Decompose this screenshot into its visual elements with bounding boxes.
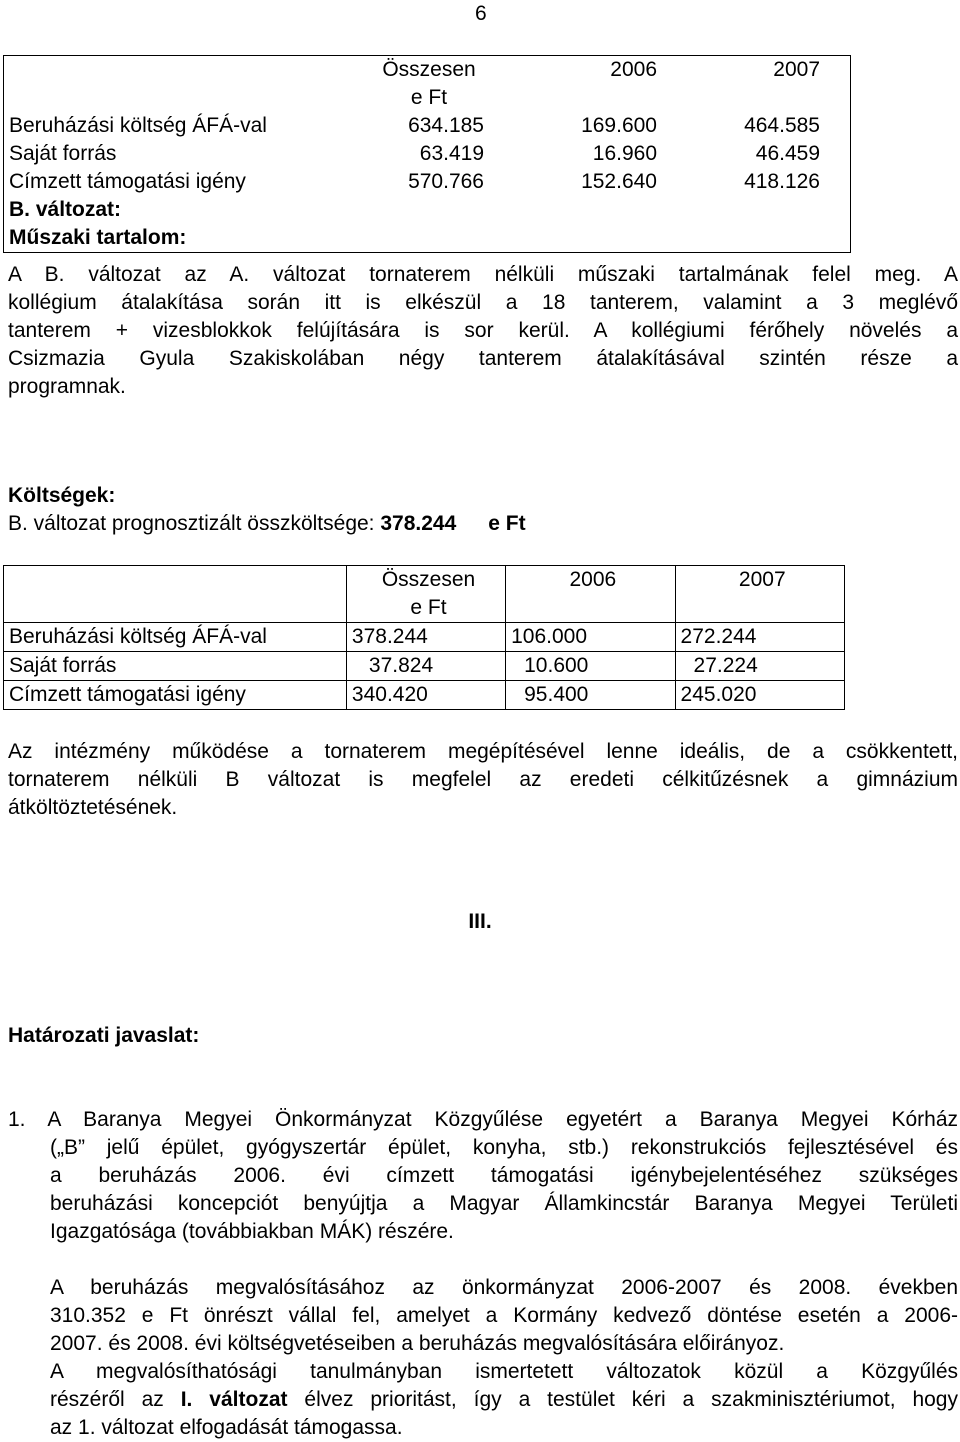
row-label: Saját forrás [9,142,117,165]
header-total-label: Összesen e Ft [381,568,476,619]
header-total [346,566,505,623]
text-line: Igazgatósága (továbbiakban MÁK) részére. [50,1220,454,1243]
header-2007: 2007 [773,58,820,81]
header-2006: 2006 [610,58,657,81]
text-fragment: élvez prioritást, így a testület kéri a szakminisztériumot, hogy [287,1388,958,1411]
row-label: Beruházási költség ÁFÁ-val [4,623,347,652]
text-line: 310.352 e Ft önrészt vállal fel, amelyet a Kormány kedvező döntése esetén a 2006- [50,1304,958,1327]
resolution-item-1 [8,1106,958,1134]
row-label: Saját forrás [4,652,347,681]
proposal-heading: Határozati javaslat: [8,1024,200,1047]
section-number: III. [468,910,492,933]
variant-i-label: I. változat [180,1388,288,1411]
text-line: 2007. és 2008. évi költségvetéseiben a beruházás megvalósítására előirányoz. [50,1332,785,1355]
resolution-item-1-body [50,1134,958,1246]
row-2007: 46.459 [755,142,820,165]
text-line: („B” jelű épület, gyógyszertár épület, konyha, stb.) rekonstrukciós fejlesztésével és [50,1136,958,1159]
costs-heading: Költségek: [8,484,116,507]
row-2006: 10.600 [506,652,675,681]
row-2007: 27.224 [675,652,844,681]
row-total: 378.244 [346,623,505,652]
table-row [4,652,845,681]
text-line: A B. változat az A. változat tornaterem nélküli műszaki tartalmának felel meg. A [8,263,958,286]
text-line: kollégium átalakítása során itt is elkészül a 18 tanterem, valamint a 3 meglévő [8,291,958,314]
costs-total-prefix: B. változat prognosztizált összköltsége: [8,512,381,535]
cost-table-variant-b [3,565,845,710]
technical-content-label: Műszaki tartalom: [9,226,187,249]
row-2006: 169.600 [581,114,657,137]
row-2006: 16.960 [592,142,657,165]
header-empty-cell [4,56,350,113]
table-row [4,224,851,253]
row-total: 570.766 [408,170,484,193]
page-number: 6 [475,2,487,25]
table-row [4,196,851,224]
row-2006: 95.400 [506,681,675,710]
text-line: átköltöztetésének. [8,796,178,819]
variant-b-label: B. változat: [9,198,122,221]
costs-total-line [8,510,958,538]
text-line: beruházási koncepciót benyújtja a Magyar Államkincstár Baranya Megyei Területi [50,1192,958,1215]
row-label: Címzett támogatási igény [9,170,246,193]
row-2007: 418.126 [744,170,820,193]
header-2007: 2007 [675,566,844,623]
header-empty-cell [4,566,347,623]
table-row [4,681,845,710]
text-line: tornaterem nélküli B változat is megfelel az eredeti célkitűzésnek a gimnázium [8,768,958,791]
row-total: 634.185 [408,114,484,137]
conclusion-paragraph [8,738,958,822]
text-line: tanterem + vizesblokkok felújítására is sor kerül. A kollégiumi férőhely növelés a [8,319,958,342]
costs-total-value: 378.244 [380,512,457,535]
row-total: 340.420 [346,681,505,710]
funding-paragraph [50,1274,958,1358]
text-line: A megvalósíthatósági tanulmányban ismertetett változatok közül a Közgyűlés [50,1360,958,1383]
cost-table-variant-a [3,55,851,253]
table-row [4,168,851,196]
table-row [4,623,845,652]
row-total: 63.419 [419,142,484,165]
row-label: Beruházási költség ÁFÁ-val [9,114,267,137]
text-line: az 1. változat elfogadását támogassa. [50,1416,403,1439]
text-line: a beruházás 2006. évi címzett támogatási igénybejelentéséhez szükséges [50,1164,958,1187]
text-line: 1. A Baranya Megyei Önkormányzat Közgyűlése egyetért a Baranya Megyei Kórház [8,1108,958,1131]
row-label: Címzett támogatási igény [4,681,347,710]
text-line [50,1386,958,1414]
text-line: Csizmazia Gyula Szakiskolában négy tanterem átalakításával szintén része a [8,347,958,370]
header-total [349,56,492,113]
variant-b-description [8,261,958,401]
priority-paragraph [50,1358,958,1442]
row-2007: 272.244 [675,623,844,652]
table-row [4,112,851,140]
row-2007: 464.585 [744,114,820,137]
row-2006: 106.000 [506,623,675,652]
text-line: programnak. [8,375,126,398]
header-2006: 2006 [506,566,675,623]
text-fragment: részéről az [50,1388,181,1411]
text-line: A beruházás megvalósításához az önkormányzat 2006-2007 és 2008. években [50,1276,958,1299]
row-2006: 152.640 [581,170,657,193]
table-header-row [4,566,845,623]
row-2007: 245.020 [675,681,844,710]
text-line: Az intézmény működése a tornaterem megépítésével lenne ideális, de a csökkentett, [8,740,958,763]
row-total: 37.824 [346,652,505,681]
table-row [4,140,851,168]
table-header-row [4,56,851,113]
costs-total-unit: e Ft [488,512,526,535]
header-total-label: Összesen e Ft [382,58,476,109]
